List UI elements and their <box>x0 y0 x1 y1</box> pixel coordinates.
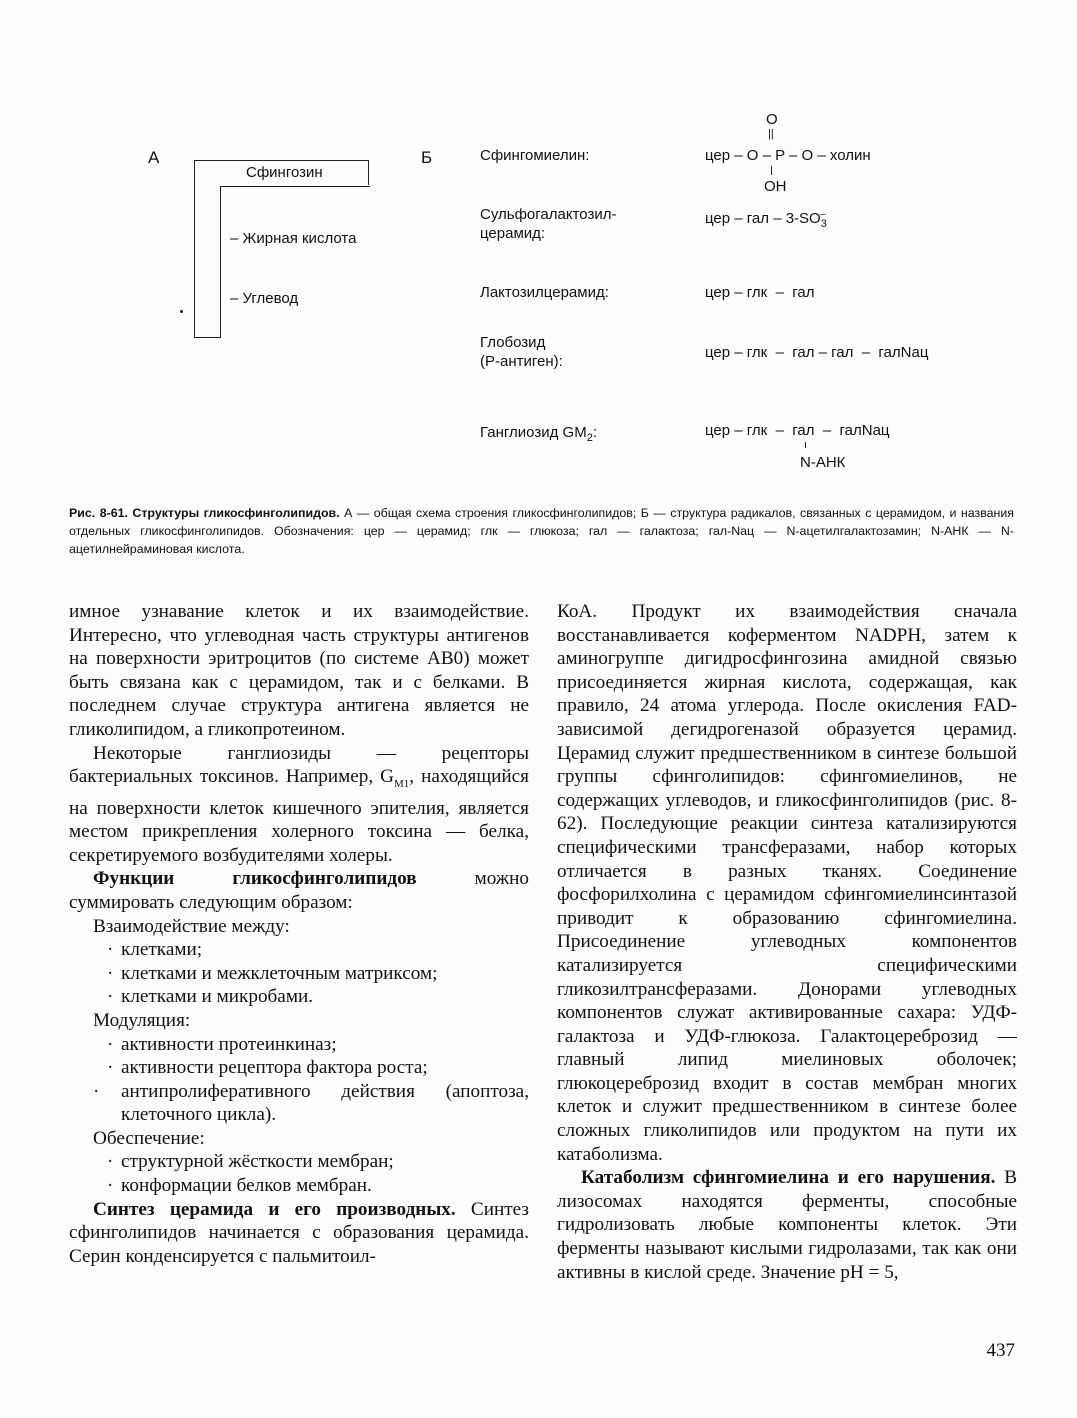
name-line-2: церамид: <box>480 225 546 242</box>
item-text: активности рецептора фактора роста; <box>121 1057 428 1079</box>
name-line-1: Глобозид <box>480 334 546 351</box>
item-text: антипролиферативного действия (апоптоза, клеточного цикла). <box>121 1080 529 1126</box>
list-item: · антипролиферативного действия (апоптоза, клеточного цикла). <box>93 1080 529 1126</box>
text: Синтез сфинголипидов начинается с образования церамида. Серин конденсируется с пальмитоил- <box>69 1198 529 1267</box>
branch-bond <box>805 442 806 448</box>
fatty-acid-label: – Жирная кислота <box>230 230 357 247</box>
single-bond <box>771 166 772 175</box>
sulfogalactosylceramide-name <box>480 205 616 243</box>
list-item: · конформации белков мембран. <box>107 1175 372 1197</box>
subscript: M1 <box>394 777 410 790</box>
stem-left-line <box>194 160 195 338</box>
caption-text: А — общая схема строения гликосфинголипидов; Б — структура радикалов, связанных с церамидом, и названия отдельных гликосфинголипидов. Обозначения: цер — церамид; глк — глюкоза; гал — галактоза; гал-Nац — N-ацетилгалактозамин; N-АНК — N-ацетилнейраминовая кислота. <box>69 506 1015 556</box>
name-line-1: Сульфогалактозил- <box>480 206 617 223</box>
item-text: активности протеинкиназ; <box>121 1033 337 1055</box>
item-text: конформации белков мембран. <box>121 1175 372 1197</box>
list-item: · клетками и межклеточным матриксом; <box>107 962 438 984</box>
text: можно суммировать следующим образом: <box>69 868 529 913</box>
list-heading: Модуляция: <box>93 1009 191 1031</box>
sulfogalactosylceramide-formula <box>705 205 825 234</box>
panel-b-label: Б <box>421 148 433 167</box>
item-text: клетками; <box>121 939 203 961</box>
list-item: · активности рецептора фактора роста; <box>107 1057 428 1079</box>
formula-text: цер – гал – 3-SO <box>705 210 821 227</box>
name-line-2: (Р-антиген): <box>480 353 563 370</box>
ganglioside-formula: цер – глк – гал – галNaц <box>705 422 890 439</box>
paragraph: КоА. Продукт их взаимодействия сначала восстанавливается коферментом NADPH, затем к аминогруппе дигидросфингозина амидной связью присоединяется жирная кислота, содержащая, как правило, 24 атома углерода. После окисления FAD-зависимой дегидрогеназой образуется церамид. Церамид служит предшественником в синтезе большой группы сфинголипидов: сфингомиелинов, не содержащих углеводов, и гликосфинголипидов (рис. 8-62). Последующие реакции синтеза катализируются специфическими трансферазами, набор которых отличается в разных тканях. Соединение фосфорилхолина с церамидом сфингомиелинсинтазой приводит к образованию сфингомиелина. Присоединение углеводных компонентов катализируется специфическими гликозилтрансферазами. Донорами углеводных компонентов служат активированные сахара: УДФ-галактоза и УДФ-глюкоза. Галактоцереброзид — главный липид миелиновых оболочек; глюкоцереброзид входит в состав мембран многих клеток и служит предшественником в синтезе более сложных гликолипидов или продуктом на пути их катаболизма. <box>557 601 1017 1165</box>
name-suffix: : <box>592 424 597 441</box>
paragraph: имное узнавание клеток и их взаимодействие. Интересно, что углеводная часть структуры антигенов на поверхности эритроцитов (по системе АВ0) может быть связана как с церамидом, так и с белками. В последнем случае структура антигена является не гликолипидом, а гликопротеином. <box>69 601 529 740</box>
list-item: · структурной жёсткости мембран; <box>107 1151 394 1173</box>
text: , находящийся на поверхности клеток кишечного эпителия, является местом прикрепления холерного токсина — белка, секретируемого возбудителями холеры. <box>69 766 529 866</box>
list-item: · активности протеинкиназ; <box>107 1033 337 1055</box>
formula-sub: 3 <box>820 218 827 230</box>
paragraph <box>69 867 529 914</box>
bold-heading: Катаболизм сфингомиелина и его нарушения. <box>581 1167 996 1189</box>
hydroxyl-group: OH <box>764 178 787 195</box>
lactosylceramide-name: Лактозилцерамид: <box>480 284 609 301</box>
paragraph <box>69 742 529 868</box>
left-column <box>69 600 529 1268</box>
sphingomyelin-formula: цер – O – P – O – холин <box>705 147 871 164</box>
right-column <box>557 600 1017 1284</box>
stem-right-line <box>220 186 221 338</box>
page-number: 437 <box>986 1340 1015 1361</box>
item-text: структурной жёсткости мембран; <box>121 1151 394 1173</box>
ganglioside-name <box>480 423 597 448</box>
list-heading: Обеспечение: <box>93 1127 205 1149</box>
list-item: · клетками; <box>107 939 203 961</box>
name-text: Ганглиозид GM <box>480 424 587 441</box>
paragraph <box>69 1198 529 1269</box>
text: В лизосомах находятся ферменты, способные гидролизовать любые компоненты клеток. Эти ферменты называют кислыми гидролазами, так как они активны в кислой среде. Значение pH = 5, <box>557 1167 1017 1283</box>
sphingosine-box-bottom <box>221 186 370 187</box>
sphingosine-label: Сфингозин <box>246 164 323 181</box>
globoside-name <box>480 333 563 371</box>
list-heading: Взаимодействие между: <box>93 915 290 937</box>
phosphate-oxygen: O <box>766 111 778 128</box>
carbohydrate-label: – Углевод <box>230 290 299 307</box>
n-ank-branch: N-АНК <box>800 454 846 471</box>
sphingomyelin-name: Сфингомиелин: <box>480 147 590 164</box>
caption-title: Рис. 8-61. Структуры гликосфинголипидов. <box>69 506 340 520</box>
bold-heading: Синтез церамида и его производных. <box>93 1198 456 1220</box>
text: Некоторые ганглиозиды — рецепторы бактериальных токсинов. Например, G <box>69 742 529 788</box>
item-text: клетками и микробами. <box>121 986 314 1008</box>
globoside-formula: цер – глк – гал – гал – галNaц <box>705 344 929 361</box>
formula-charge: – <box>819 209 826 220</box>
bold-heading: Функции гликосфинголипидов <box>93 868 417 890</box>
double-bond: || <box>768 128 774 140</box>
list-item: · клетками и микробами. <box>107 986 314 1008</box>
figure-caption <box>69 504 1014 558</box>
stem-bottom-line <box>194 337 221 338</box>
name-sub: 2 <box>586 432 593 444</box>
panel-a-label: А <box>148 148 160 167</box>
lactosylceramide-formula: цер – глк – гал <box>705 284 815 301</box>
stray-dot <box>180 310 183 313</box>
item-text: клетками и межклеточным матриксом; <box>121 962 438 984</box>
paragraph <box>557 1166 1017 1284</box>
